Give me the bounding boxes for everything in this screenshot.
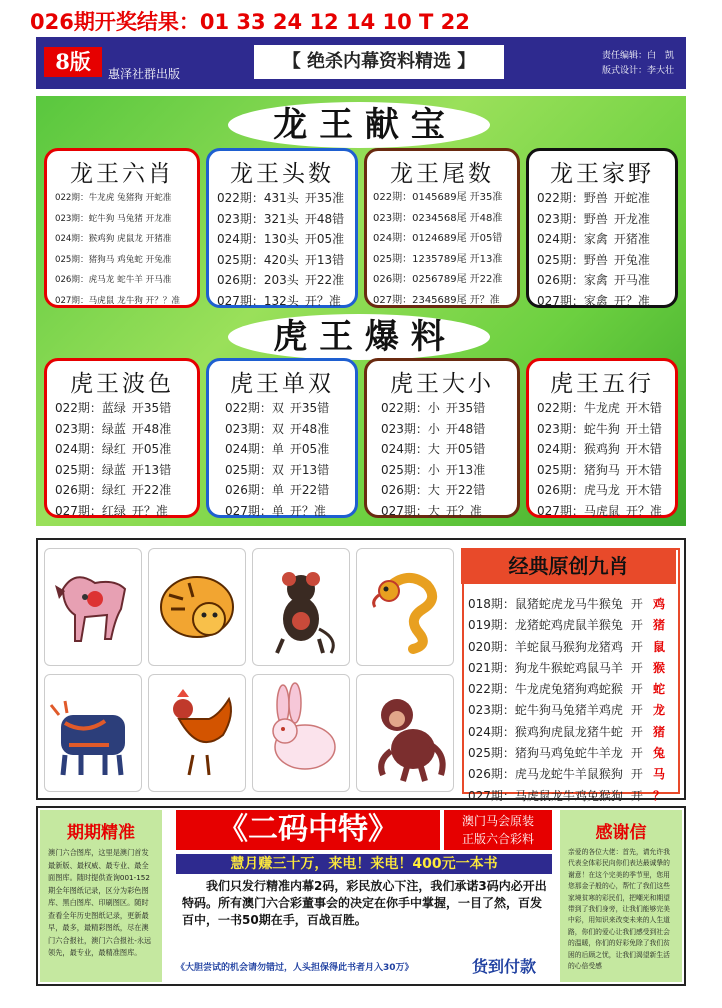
card-row: 024期： 家禽 开猪准 — [537, 232, 650, 246]
card-row: 024期： 130头 开05准 — [217, 232, 345, 246]
rabbit-icon — [253, 675, 349, 791]
jiuxiao-title: 经典原创九肖 — [461, 548, 676, 584]
card-dragon-tail — [364, 148, 520, 308]
card-row: 024期： 0124689尾 开05错 — [373, 233, 503, 244]
badge-line: 正版六合彩料 — [461, 832, 534, 846]
card-title: 虎王大小 — [390, 371, 494, 397]
card-dragon-domestic-wild — [526, 148, 678, 308]
card-tiger-odd-even — [206, 358, 358, 518]
advert-section — [36, 806, 686, 986]
card-row: 027期： 单 开？准 — [225, 503, 326, 518]
zodiac-cell — [356, 548, 454, 666]
rooster-icon — [149, 675, 245, 791]
editor: 责任编辑：白 凯 — [602, 51, 675, 61]
zodiac-cell — [252, 674, 350, 792]
zodiac-cell — [44, 548, 142, 666]
center-column — [172, 808, 552, 984]
card-row: 026期： 单 开22错 — [225, 483, 330, 497]
list-item: 026期： 虎马龙蛇牛羊鼠猴狗 开 马 — [468, 767, 665, 782]
list-item: 022期： 牛龙虎兔猪狗鸡蛇猴 开 蛇 — [468, 682, 665, 697]
card-row: 023期： 0234568尾 开48准 — [373, 212, 503, 224]
card-title: 龙王头数 — [230, 161, 334, 187]
card-row: 026期： 虎马龙 开木错 — [537, 483, 662, 497]
list-item: 027期： 马虎鼠龙牛鸡兔猴狗 开 ？ — [468, 788, 665, 803]
card-tiger-wave-color — [44, 358, 200, 518]
card-row: 024期： 绿红 开05准 — [55, 442, 172, 456]
card-row: 026期： 0256789尾 开22准 — [373, 274, 503, 285]
list-item: 018期： 鼠猪蛇虎龙马牛猴兔 开 鸡 — [468, 597, 665, 611]
page-header — [36, 37, 686, 89]
card-row: 025期： 绿蓝 开13错 — [55, 462, 172, 477]
left-column — [40, 810, 162, 982]
card-row: 026期：虎马龙 蛇牛羊 开马准 — [55, 275, 172, 285]
original-badge — [444, 810, 552, 850]
draw-result-line: 026期开奖结果：01 33 24 12 14 10 T 22 — [30, 10, 470, 34]
card-title: 虎王五行 — [550, 371, 654, 397]
card-row: 023期： 双 开48准 — [225, 421, 330, 436]
zodiac-cell — [252, 548, 350, 666]
card-row: 025期：猪狗马 鸡兔蛇 开兔准 — [55, 254, 172, 265]
main-title: 《二码中特》 — [176, 810, 440, 850]
left-body: 澳门六合图库，这里是澳门首发最新版、最权威、最专业、最全面图库。随时提供查询001-152期全年图纸记录，区分为彩色图库、黑白图库、印刷图区。随时查看全年历史图纸记录，更新最早，最多，最精彩图纸，尽在澳门六合报社，澳门六合报社-永远领先，最专业，最精准图库。 — [48, 848, 152, 957]
list-item: 023期： 蛇牛狗马兔猪羊鸡虎 开 龙 — [468, 703, 665, 718]
designer: 版式设计：李大壮 — [602, 66, 675, 76]
zodiac-cell — [148, 674, 246, 792]
card-row: 023期： 蛇牛狗 开土错 — [537, 421, 662, 436]
publisher: 惠泽社群出版 — [108, 67, 181, 81]
card-row: 024期： 大 开05错 — [381, 442, 486, 456]
card-row: 025期： 1235789尾 开13准 — [373, 253, 503, 265]
right-body: 亲爱的各位大佬：首先，请允许我代表全体彩民向你们表达最诚挚的谢意！在这个完美的季节里，您用您那金子般的心，帮忙了我们这些家境贫寒的彩民们，把嘲光和期望带到了我们身旁，让我们能够完美中彩，用知识来改变未来的人生道路，你们的爱心让我们感受到社会的温暖，你们的好彩免除了我们贫困的后顾之忧，让我们渴望新生活的心倍受感 — [568, 848, 670, 971]
list-item: 024期： 猴鸡狗虎鼠龙猪牛蛇 开 猪 — [468, 724, 665, 739]
list-item: 020期： 羊蛇鼠马猴狗龙猪鸡 开 鼠 — [468, 639, 665, 654]
main-body: 我们只发行精准内幕2码，彩民放心下注，我们承诺3码内必开出特码。所有澳门六合彩董事会的决定在你手中掌握，一目了然，百发百中，一书50期在手，百战百胜。 — [182, 879, 547, 927]
card-row: 025期： 420头 开13错 — [217, 252, 345, 267]
dragon-icon — [357, 549, 453, 665]
header-title: 【 绝杀内幕资料精选 】 — [254, 45, 504, 79]
banner-tiger: 虎 王 爆 料 — [228, 314, 490, 360]
card-row: 027期： 家禽 开？准 — [537, 293, 650, 308]
list-item: 021期： 狗龙牛猴蛇鸡鼠马羊 开 猴 — [468, 660, 665, 675]
card-row: 022期： 小 开35错 — [381, 401, 486, 415]
card-title: 龙王尾数 — [390, 161, 494, 187]
card-row: 022期： 牛龙虎 开木错 — [537, 401, 662, 415]
card-row: 027期： 红绿 开？准 — [55, 503, 168, 518]
monkey-icon — [357, 675, 453, 791]
card-row: 026期： 大 开22错 — [381, 483, 486, 497]
card-row: 024期：猴鸡狗 虎鼠龙 开猪准 — [55, 234, 172, 244]
list-item: 025期： 猪狗马鸡兔蛇牛羊龙 开 兔 — [468, 746, 665, 761]
card-row: 024期： 猴鸡狗 开木错 — [537, 442, 662, 456]
card-row: 022期： 双 开35错 — [225, 401, 330, 415]
card-row: 022期： 431头 开35准 — [217, 191, 345, 205]
card-row: 022期： 0145689尾 开35准 — [373, 192, 503, 203]
card-tiger-five-elements — [526, 358, 678, 518]
card-row: 027期： 132头 开？准 — [217, 293, 341, 308]
zodiac-cell — [148, 548, 246, 666]
card-title: 虎王单双 — [230, 371, 334, 397]
card-row: 025期： 双 开13错 — [225, 462, 330, 477]
footer-note: 《大胆尝试的机会请勿错过，人头担保得此书者月入30万》 — [176, 963, 414, 973]
card-row: 026期： 家禽 开马准 — [537, 273, 650, 287]
card-title: 虎王波色 — [70, 371, 174, 397]
card-row: 026期： 203头 开22准 — [217, 273, 345, 287]
version-badge: 8版 — [44, 47, 102, 77]
card-row: 027期： 大 开？准 — [381, 503, 482, 518]
horse-icon — [45, 549, 141, 665]
left-title: 期期精准 — [67, 823, 135, 843]
slogan: 慧月赚三十万，来电！来电！400元一本书 — [176, 854, 552, 874]
right-column — [560, 810, 682, 982]
list-item: 019期： 龙猪蛇鸡虎鼠羊猴兔 开 猪 — [468, 618, 665, 633]
card-row: 024期： 单 开05准 — [225, 442, 330, 456]
zodiac-cell — [44, 674, 142, 792]
card-row: 025期： 小 开13准 — [381, 462, 486, 477]
card-row: 022期：牛龙虎 兔猪狗 开蛇准 — [55, 193, 172, 203]
card-title: 龙王家野 — [550, 161, 654, 187]
card-row: 027期： 马虎鼠 开？准 — [537, 503, 662, 518]
banner-dragon: 龙 王 献 宝 — [228, 102, 490, 148]
card-row: 023期： 绿蓝 开48准 — [55, 421, 172, 436]
card-dragon-six — [44, 148, 200, 308]
zodiac-cell — [356, 674, 454, 792]
tiger-icon — [149, 549, 245, 665]
card-title: 龙王六肖 — [70, 161, 174, 187]
editor-credits — [602, 49, 674, 79]
card-row: 025期： 猪狗马 开木错 — [537, 462, 662, 477]
card-row: 023期： 321头 开48错 — [217, 211, 345, 226]
card-row: 022期： 野兽 开蛇准 — [537, 191, 650, 205]
card-row: 025期： 野兽 开兔准 — [537, 252, 650, 267]
card-row: 027期：马虎鼠 龙牛狗 开？？准 — [55, 295, 180, 306]
card-row: 027期： 2345689尾 开？准 — [373, 294, 500, 306]
badge-line: 澳门马会原装 — [461, 814, 534, 828]
card-rows — [47, 188, 197, 311]
ox-icon — [45, 675, 141, 791]
jiuxiao-list — [468, 594, 682, 807]
card-dragon-head — [206, 148, 358, 308]
card-tiger-big-small — [364, 358, 520, 518]
card-row: 023期：蛇牛狗 马兔猪 开龙准 — [55, 213, 172, 224]
card-row: 022期： 蓝绿 开35错 — [55, 401, 172, 415]
cod-label: 货到付款 — [472, 957, 537, 976]
card-row: 023期： 野兽 开龙准 — [537, 211, 650, 226]
right-title: 感谢信 — [595, 823, 647, 843]
rat-icon — [253, 549, 349, 665]
card-row: 023期： 小 开48错 — [381, 421, 486, 436]
card-row: 026期： 绿红 开22准 — [55, 483, 172, 497]
